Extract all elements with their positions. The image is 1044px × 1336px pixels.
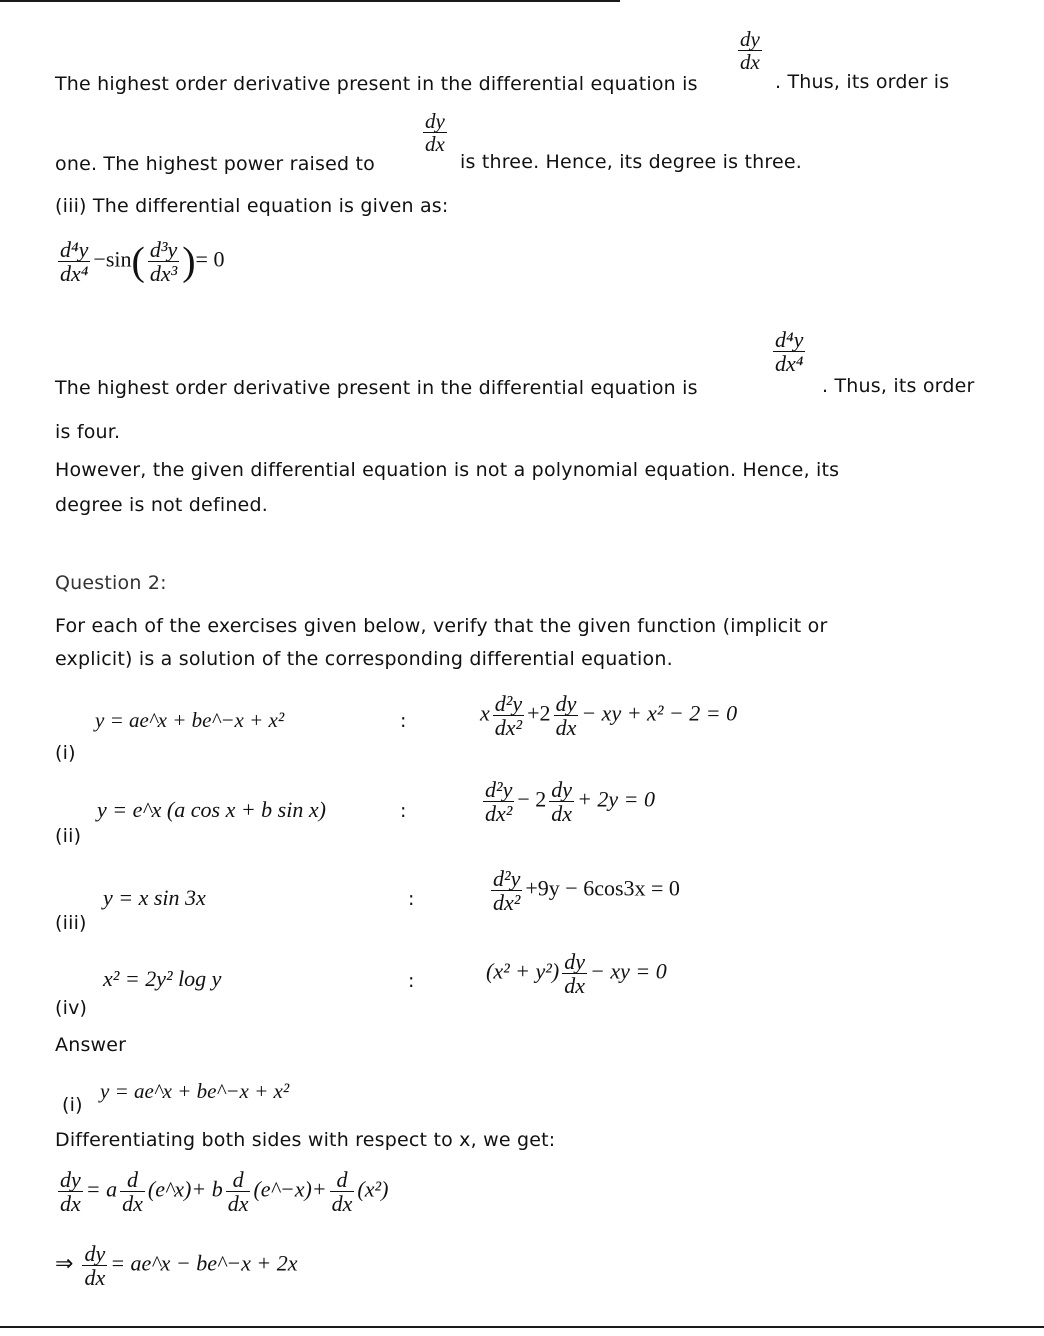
- paragraph-order-text: The highest order derivative present in the differential equation is: [55, 73, 698, 95]
- paragraph-degree-tail: is three. Hence, its degree is three.: [460, 151, 803, 173]
- answer-function: y = ae^x + be^−x + x²: [100, 1079, 290, 1103]
- paragraph-order-four-continuation: is four.: [55, 421, 121, 443]
- fraction-numerator: d²y: [485, 777, 513, 802]
- equals-zero: = 0: [195, 246, 225, 272]
- exercise-separator: :: [400, 710, 407, 732]
- exercise-separator: :: [408, 888, 415, 910]
- equation-iii: [55, 238, 224, 285]
- fraction-denominator: dx: [555, 715, 577, 741]
- step-argument: (e^x): [147, 1176, 192, 1202]
- fraction-numerator: d²y: [494, 691, 523, 716]
- fraction-denominator: dx²: [485, 801, 513, 827]
- fraction-denominator: dx⁴: [775, 351, 804, 377]
- fraction-numerator: d²y: [493, 866, 521, 891]
- fraction-denominator: dx: [227, 1191, 249, 1217]
- bottom-rule: [0, 1326, 1044, 1328]
- top-rule: [0, 0, 620, 2]
- exercise-function: y = e^x (a cos x + b sin x): [97, 797, 326, 822]
- d4y-dx4-fraction: [770, 328, 808, 375]
- step-argument: (x²): [357, 1176, 389, 1202]
- de-mid: +2: [527, 700, 551, 726]
- fraction-numerator: d: [336, 1167, 348, 1192]
- exercise-function: x² = 2y² log y: [103, 966, 222, 991]
- dy-dx-fraction: [735, 28, 765, 73]
- exercise-separator: :: [408, 970, 415, 992]
- fraction-numerator: dy: [740, 27, 760, 51]
- fraction-denominator: dx: [84, 1265, 106, 1291]
- fraction-denominator: dx³: [149, 261, 178, 287]
- step-rhs: = ae^x − be^−x + 2x: [110, 1250, 298, 1276]
- fraction-denominator: dx: [60, 1191, 81, 1217]
- fraction-numerator: dy: [555, 691, 577, 716]
- fraction-numerator: dy: [84, 1241, 106, 1266]
- paragraph-order-four-text: The highest order derivative present in the differential equation is: [55, 377, 698, 399]
- fraction-numerator: d: [232, 1167, 244, 1192]
- fraction-numerator: dy: [551, 777, 573, 802]
- fraction-numerator: d: [127, 1167, 138, 1192]
- step-argument: (e^−x): [253, 1176, 312, 1202]
- exercise-separator: :: [400, 800, 407, 822]
- fraction-numerator: d⁴y: [775, 327, 804, 352]
- right-paren: ): [182, 238, 196, 284]
- fraction-denominator: dx: [425, 132, 445, 157]
- answer-heading: Answer: [55, 1034, 127, 1056]
- fraction-numerator: d⁴y: [60, 237, 89, 262]
- exercise-differential-equation: [488, 867, 680, 914]
- step-term: = a: [85, 1176, 118, 1202]
- fraction-denominator: dx: [740, 50, 760, 75]
- fraction-denominator: dx²: [493, 890, 521, 916]
- paragraph-order-tail: . Thus, its order is: [775, 71, 950, 93]
- de-mid: − 2: [517, 786, 547, 812]
- exercise-differential-equation: [480, 692, 737, 739]
- paragraph-degree-undefined-line2: degree is not defined.: [55, 494, 268, 516]
- exercise-function: y = x sin 3x: [103, 885, 206, 910]
- de-prefix: x: [480, 700, 490, 726]
- fraction-numerator: d³y: [149, 237, 178, 262]
- fraction-numerator: dy: [60, 1167, 81, 1192]
- exercise-label: (iv): [55, 997, 88, 1019]
- fraction-denominator: dx²: [494, 715, 523, 741]
- de-postfix: + 2y = 0: [577, 786, 656, 812]
- answer-part-label: (i): [62, 1094, 83, 1116]
- paragraph-degree-text: one. The highest power raised to: [55, 153, 375, 175]
- step-term: + b: [191, 1176, 223, 1202]
- exercise-differential-equation: [480, 778, 655, 825]
- fraction-denominator: dx: [331, 1191, 353, 1217]
- question-intro-line2: explicit) is a solution of the corresponding differential equation.: [55, 648, 673, 670]
- question-heading: Question 2:: [55, 572, 167, 594]
- paragraph-degree-undefined-line1: However, the given differential equation is not a polynomial equation. Hence, its: [55, 459, 840, 481]
- exercise-function: y = ae^x + be^−x + x²: [95, 708, 285, 732]
- step-term: +: [311, 1176, 327, 1202]
- exercise-label: (ii): [55, 825, 82, 847]
- left-paren: (: [131, 238, 145, 284]
- de-postfix: − xy = 0: [589, 958, 667, 984]
- paragraph-order-four-tail: . Thus, its order: [822, 375, 975, 397]
- fraction-denominator: dx: [551, 801, 573, 827]
- derivative-step-2: [55, 1242, 297, 1289]
- fraction-numerator: dy: [564, 949, 585, 974]
- exercise-label: (iii): [55, 912, 87, 934]
- de-postfix: +9y − 6cos3x = 0: [525, 875, 680, 901]
- implies-arrow: ⇒: [55, 1250, 74, 1276]
- fraction-numerator: dy: [425, 109, 445, 133]
- fraction-denominator: dx⁴: [60, 261, 89, 287]
- answer-differentiation-text: Differentiating both sides with respect to x, we get:: [55, 1129, 556, 1151]
- question-intro-line1: For each of the exercises given below, verify that the given function (implicit or: [55, 615, 828, 637]
- fraction-denominator: dx: [122, 1191, 143, 1217]
- sin-operator: −sin: [93, 246, 132, 272]
- dy-dx-fraction: [420, 110, 450, 155]
- exercise-label: (i): [55, 742, 76, 764]
- de-prefix: (x² + y²): [486, 958, 560, 984]
- fraction-denominator: dx: [564, 973, 585, 999]
- part-iii-intro: (iii) The differential equation is given as:: [55, 195, 449, 217]
- derivative-step-1: [55, 1168, 388, 1215]
- de-postfix: − xy + x² − 2 = 0: [581, 700, 738, 726]
- exercise-differential-equation: [486, 950, 667, 997]
